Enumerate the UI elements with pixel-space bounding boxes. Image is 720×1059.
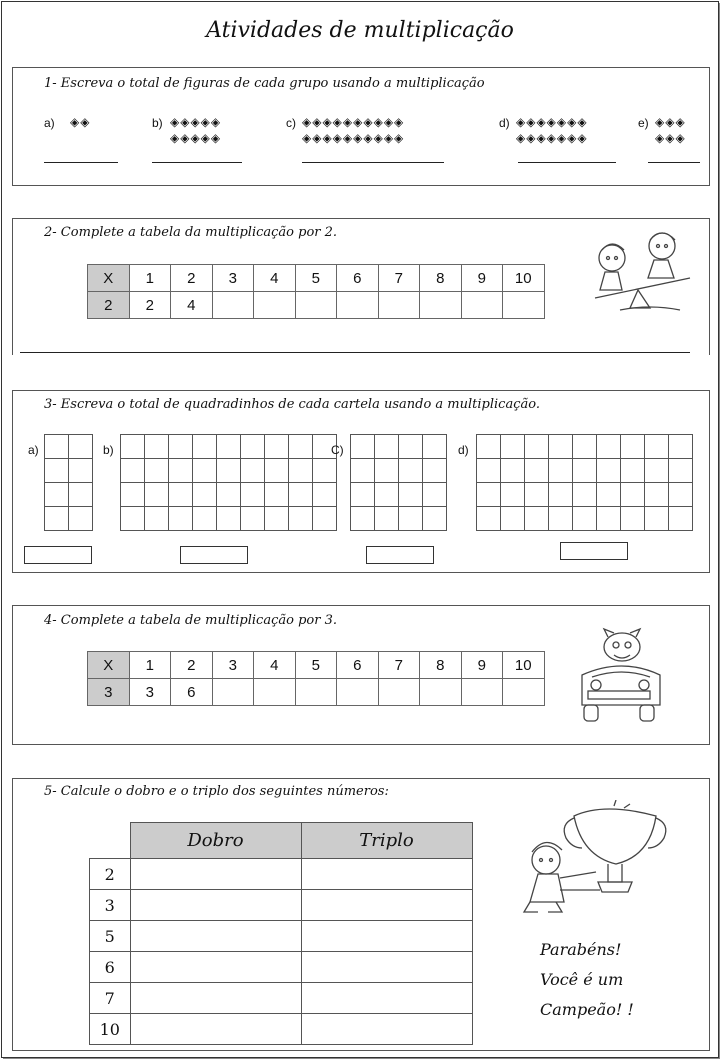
number-cell: 3: [90, 890, 131, 921]
answer-cell[interactable]: [295, 292, 337, 319]
congratulations-message: [540, 935, 634, 1025]
table-cell: 6: [337, 652, 379, 679]
answer-cell[interactable]: [301, 1014, 472, 1045]
answer-cell[interactable]: [254, 292, 296, 319]
table-row: [90, 952, 473, 983]
table-cell: 5: [295, 652, 337, 679]
q3-prompt: 3- Escreva o total de quadradinhos de cada cartela usando a multiplicação.: [44, 397, 540, 412]
number-cell: 7: [90, 983, 131, 1014]
grid-a-label: a): [28, 443, 39, 457]
table-cell: 3: [88, 679, 130, 706]
table-cell: 3: [129, 679, 171, 706]
grid-d-label: d): [458, 443, 469, 457]
answer-cell[interactable]: [301, 921, 472, 952]
answer-cell[interactable]: [301, 983, 472, 1014]
answer-cell[interactable]: [130, 921, 301, 952]
answer-cell[interactable]: [295, 679, 337, 706]
table-cell: 7: [378, 652, 420, 679]
table-cell: 1: [129, 265, 171, 292]
q1-item-b-label: b): [152, 116, 163, 130]
q1-item-d-figures: ◈◈◈◈◈◈◈ ◈◈◈◈◈◈◈: [516, 115, 588, 145]
table-cell: 2: [171, 652, 213, 679]
q1-answer-line-e[interactable]: [648, 162, 700, 163]
table-cell: 8: [420, 652, 462, 679]
q2-multiplication-table: [87, 264, 545, 319]
grid-b: [120, 434, 337, 531]
q4-prompt: 4- Complete a tabela de multiplicação por 3.: [44, 613, 337, 628]
answer-cell[interactable]: [130, 859, 301, 890]
table-cell: 1: [129, 652, 171, 679]
grid-c: [350, 434, 447, 531]
number-cell: 6: [90, 952, 131, 983]
table-cell: 2: [129, 292, 171, 319]
answer-cell[interactable]: [130, 983, 301, 1014]
q1-item-e-figures: ◈◈◈ ◈◈◈: [655, 115, 686, 145]
q1-item-a-label: a): [44, 116, 55, 130]
answer-cell[interactable]: [420, 292, 462, 319]
table-row: [88, 679, 545, 706]
answer-cell[interactable]: [378, 292, 420, 319]
table-header-row: [90, 823, 473, 859]
table-cell: 4: [254, 652, 296, 679]
q1-answer-line-b[interactable]: [152, 162, 242, 163]
answer-cell[interactable]: [337, 292, 379, 319]
q4-multiplication-table: [87, 651, 545, 706]
table-row: [90, 921, 473, 952]
double-triple-table: [89, 822, 473, 1045]
table-cell: 4: [171, 292, 213, 319]
table-row: [88, 292, 545, 319]
table-cell: 5: [295, 265, 337, 292]
grid-d: [476, 434, 693, 531]
q1-answer-line-d[interactable]: [518, 162, 616, 163]
congrats-line-3: Campeão! !: [540, 1000, 634, 1019]
table-cell: 7: [378, 265, 420, 292]
answer-cell[interactable]: [337, 679, 379, 706]
column-header-triplo: Triplo: [301, 823, 472, 859]
answer-cell[interactable]: [503, 679, 545, 706]
table-cell: 2: [171, 265, 213, 292]
answer-cell[interactable]: [420, 679, 462, 706]
answer-cell[interactable]: [461, 679, 503, 706]
table-cell: 3: [212, 652, 254, 679]
q1-item-a-figures: ◈◈: [70, 115, 91, 129]
page-title: Atividades de multiplicação: [206, 18, 514, 43]
answer-cell[interactable]: [503, 292, 545, 319]
q2-prompt: 2- Complete a tabela da multiplicação por 2.: [44, 225, 338, 240]
q1-item-c-label: c): [286, 116, 296, 130]
table-row: [90, 1014, 473, 1045]
q1-prompt: 1- Escreva o total de figuras de cada grupo usando a multiplicação: [44, 76, 485, 91]
q1-answer-line-c[interactable]: [302, 162, 444, 163]
number-cell: 2: [90, 859, 131, 890]
q3-answer-box-b[interactable]: [180, 546, 248, 564]
grid-a: [44, 434, 93, 531]
table-row: [88, 265, 545, 292]
answer-cell[interactable]: [301, 890, 472, 921]
garfield-car-illustration: [574, 625, 664, 725]
answer-cell[interactable]: [130, 1014, 301, 1045]
q3-answer-box-a[interactable]: [24, 546, 92, 564]
answer-cell[interactable]: [130, 952, 301, 983]
trophy-girl-illustration: [516, 800, 676, 918]
answer-cell[interactable]: [130, 890, 301, 921]
table-row: [90, 983, 473, 1014]
column-header-dobro: Dobro: [130, 823, 301, 859]
answer-cell[interactable]: [461, 292, 503, 319]
table-cell: 10: [503, 265, 545, 292]
kids-seesaw-illustration: [590, 228, 700, 316]
q3-answer-box-d[interactable]: [560, 542, 628, 560]
q3-answer-box-c[interactable]: [366, 546, 434, 564]
grid-b-label: b): [103, 443, 114, 457]
q1-item-b-figures: ◈◈◈◈◈ ◈◈◈◈◈: [170, 115, 222, 145]
table-cell: 4: [254, 265, 296, 292]
answer-cell[interactable]: [378, 679, 420, 706]
table-cell: 9: [461, 652, 503, 679]
answer-cell[interactable]: [212, 292, 254, 319]
number-cell: 5: [90, 921, 131, 952]
q5-prompt: 5- Calcule o dobro e o triplo dos seguintes números:: [44, 784, 389, 799]
answer-cell[interactable]: [212, 679, 254, 706]
grid-c-label: C): [331, 443, 344, 457]
q1-item-e-label: e): [638, 116, 649, 130]
table-cell: 9: [461, 265, 503, 292]
q1-answer-line-a[interactable]: [44, 162, 118, 163]
answer-cell[interactable]: [254, 679, 296, 706]
table-cell: 10: [503, 652, 545, 679]
congrats-line-2: Você é um: [540, 970, 624, 989]
answer-cell[interactable]: [301, 952, 472, 983]
table-cell: 8: [420, 265, 462, 292]
table-row: [90, 890, 473, 921]
table-cell: 2: [88, 292, 130, 319]
table-cell: 3: [212, 265, 254, 292]
table-row: [88, 652, 545, 679]
number-cell: 10: [90, 1014, 131, 1045]
answer-cell[interactable]: [301, 859, 472, 890]
q1-item-d-label: d): [499, 116, 510, 130]
table-cell: X: [88, 265, 130, 292]
congrats-line-1: Parabéns!: [540, 940, 622, 959]
section-2-bottom-line: [20, 352, 690, 353]
table-row: [90, 859, 473, 890]
q1-item-c-figures: ◈◈◈◈◈◈◈◈◈◈ ◈◈◈◈◈◈◈◈◈◈: [302, 115, 405, 145]
table-cell: X: [88, 652, 130, 679]
table-cell: 6: [171, 679, 213, 706]
table-cell: 6: [337, 265, 379, 292]
